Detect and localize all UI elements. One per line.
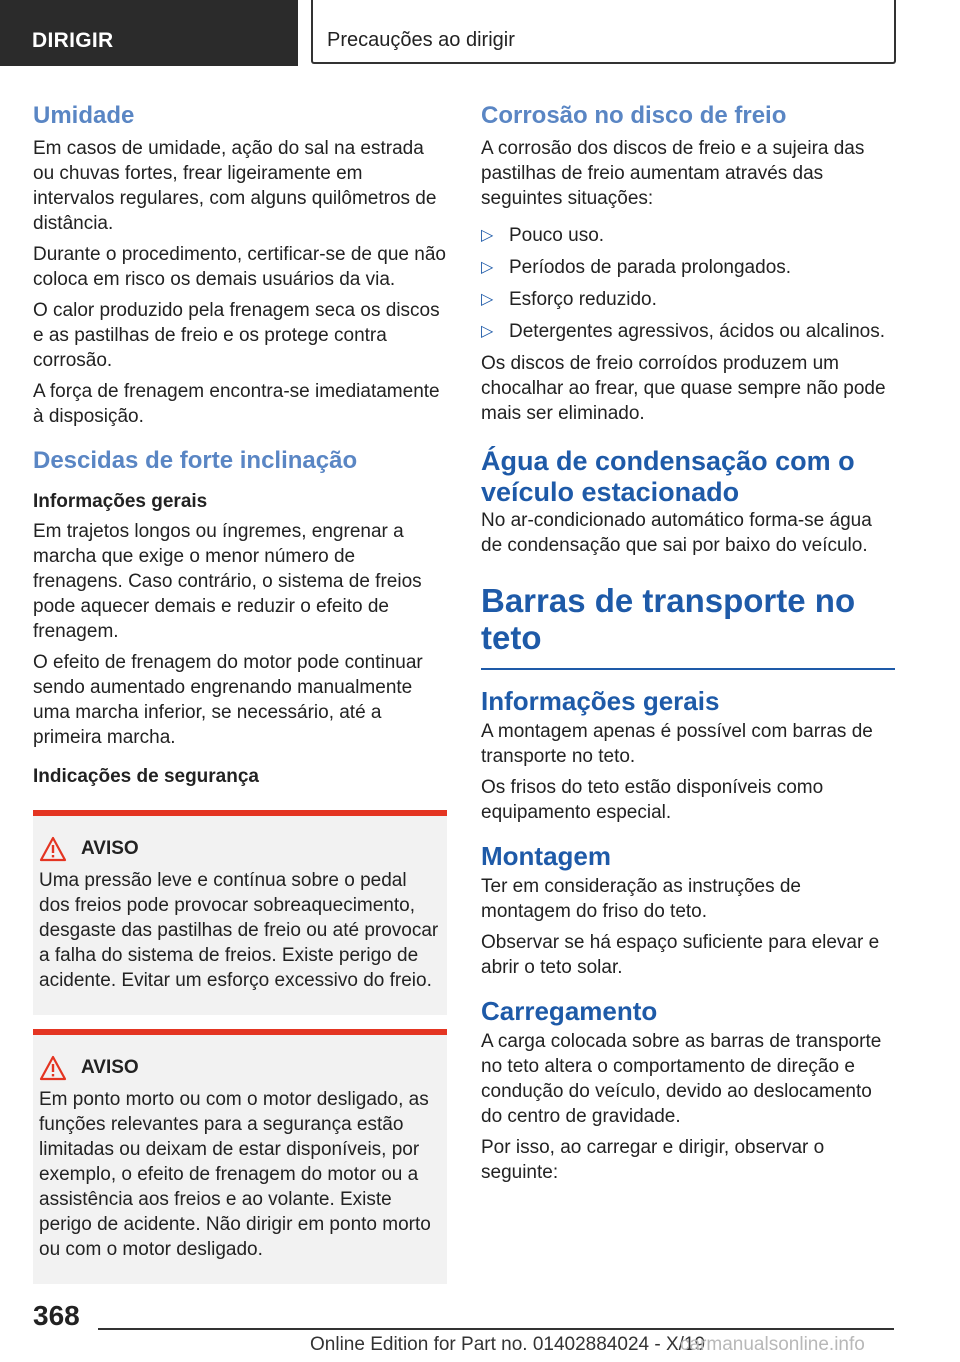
- warning-triangle-icon: [39, 836, 67, 862]
- umidade-paragraph-1: Em casos de umidade, ação do sal na estrada ou chuvas fortes, frear ligeiramente em intervalos regulares, com alguns quilômetros de distância.: [33, 138, 437, 234]
- page-header: [0, 0, 960, 66]
- subheading-info-gerais: Informações gerais: [33, 491, 208, 512]
- header-title: Precauções ao dirigir: [327, 29, 515, 51]
- left-column: [33, 100, 447, 1298]
- edition-text: Online Edition for Part no. 01402884024 - X/19: [310, 1334, 706, 1355]
- warning-title: AVISO: [81, 1057, 139, 1078]
- warning-header: [39, 1055, 441, 1081]
- list-item: ▷ Pouco uso.: [481, 225, 605, 246]
- section-label: DIRIGIR: [0, 0, 298, 66]
- info-paragraph-1: A montagem apenas é possível com barras de transporte no teto.: [481, 721, 873, 767]
- montagem-paragraph-1: Ter em consideração as instruções de montagem do friso do teto.: [481, 876, 801, 922]
- descidas-paragraph-1: Em trajetos longos ou íngremes, engrenar a marcha que exige o menor número de frenagens. Caso contrário, o sistema de freios pode aquecer demais e reduzir o efeito de frenagem.: [33, 521, 422, 642]
- heading-montagem: Montagem: [481, 841, 611, 871]
- info-paragraph-2: Os frisos do teto estão disponíveis como equipamento especial.: [481, 777, 824, 823]
- triangle-bullet-icon: ▷: [481, 259, 494, 276]
- list-item: ▷ Detergentes agressivos, ácidos ou alcalinos.: [481, 321, 885, 342]
- carregamento-paragraph-1: A carga colocada sobre as barras de transporte no teto altera o comportamento de direção e condução do veículo, devido ao deslocamento do centro de gravidade.: [481, 1031, 882, 1127]
- warning-text: Em ponto morto ou com o motor desligado, as funções relevantes para a segurança estão limitadas ou deixam de estar disponíveis, por exemplo, o efeito de frenagem do motor ou a assistência aos freios e ao volante. Existe perigo de acidente. Não dirigir em ponto morto ou com o motor desligado.: [39, 1089, 431, 1260]
- corrosao-paragraph-2: Os discos de freio corroídos produzem um chocalhar ao frear, que quase sempre não pode mais ser eliminado.: [481, 353, 886, 424]
- carregamento-paragraph-2: Por isso, ao carregar e dirigir, observar o seguinte:: [481, 1137, 825, 1183]
- warning-box-1: [33, 810, 447, 1015]
- heading-umidade: Umidade: [33, 102, 135, 129]
- descidas-paragraph-2: O efeito de frenagem do motor pode continuar sendo aumentado engrenando manualmente uma marcha inferior, se necessário, até a primeira marcha.: [33, 652, 423, 748]
- header-title-box: [311, 0, 896, 64]
- umidade-paragraph-3: O calor produzido pela frenagem seca os discos e as pastilhas de freio e os protege contra corrosão.: [33, 300, 440, 371]
- corrosao-list: [481, 223, 895, 344]
- heading-descidas: Descidas de forte inclinação: [33, 447, 358, 474]
- heading-barras: Barras de transporte no teto: [481, 582, 856, 656]
- heading-agua: Água de condensação com o veículo estacionado: [481, 446, 855, 507]
- right-column: [481, 100, 895, 1191]
- warning-header: [39, 836, 441, 862]
- umidade-paragraph-4: A força de frenagem encontra-se imediatamente à disposição.: [33, 381, 440, 427]
- corrosao-paragraph-1: A corrosão dos discos de freio e a sujeira das pastilhas de freio aumentam através das seguintes situações:: [481, 138, 865, 209]
- warning-title: AVISO: [81, 838, 139, 859]
- umidade-paragraph-2: Durante o procedimento, certificar-se de que não coloca em risco os demais usuários da via.: [33, 244, 446, 290]
- montagem-paragraph-2: Observar se há espaço suficiente para elevar e abrir o teto solar.: [481, 932, 880, 978]
- section-divider: [481, 668, 895, 670]
- list-item: ▷ Períodos de parada prolongados.: [481, 257, 792, 278]
- footer-divider: [98, 1328, 894, 1330]
- list-item: ▷ Esforço reduzido.: [481, 289, 657, 310]
- warning-text: Uma pressão leve e contínua sobre o pedal dos freios pode provocar sobreaquecimento, desgaste das pastilhas de freio ou até provocar a falha do sistema de freios. Existe perigo de acidente. Evitar um esforço excessivo do freio.: [39, 870, 439, 991]
- heading-carregamento: Carregamento: [481, 996, 658, 1026]
- heading-corrosao: Corrosão no disco de freio: [481, 102, 787, 129]
- warning-triangle-icon: [39, 1055, 67, 1081]
- page-number: 368: [33, 1300, 80, 1331]
- subheading-seguranca: Indicações de segurança: [33, 766, 259, 787]
- triangle-bullet-icon: ▷: [481, 291, 494, 308]
- watermark: carmanualsonline.info: [680, 1334, 865, 1355]
- warning-box-2: [33, 1029, 447, 1284]
- agua-paragraph-1: No ar-condicionado automático forma-se água de condensação que sai por baixo do veículo.: [481, 510, 872, 556]
- page-footer: [0, 1290, 960, 1362]
- heading-info-gerais: Informações gerais: [481, 686, 720, 716]
- triangle-bullet-icon: ▷: [481, 227, 494, 244]
- triangle-bullet-icon: ▷: [481, 323, 494, 340]
